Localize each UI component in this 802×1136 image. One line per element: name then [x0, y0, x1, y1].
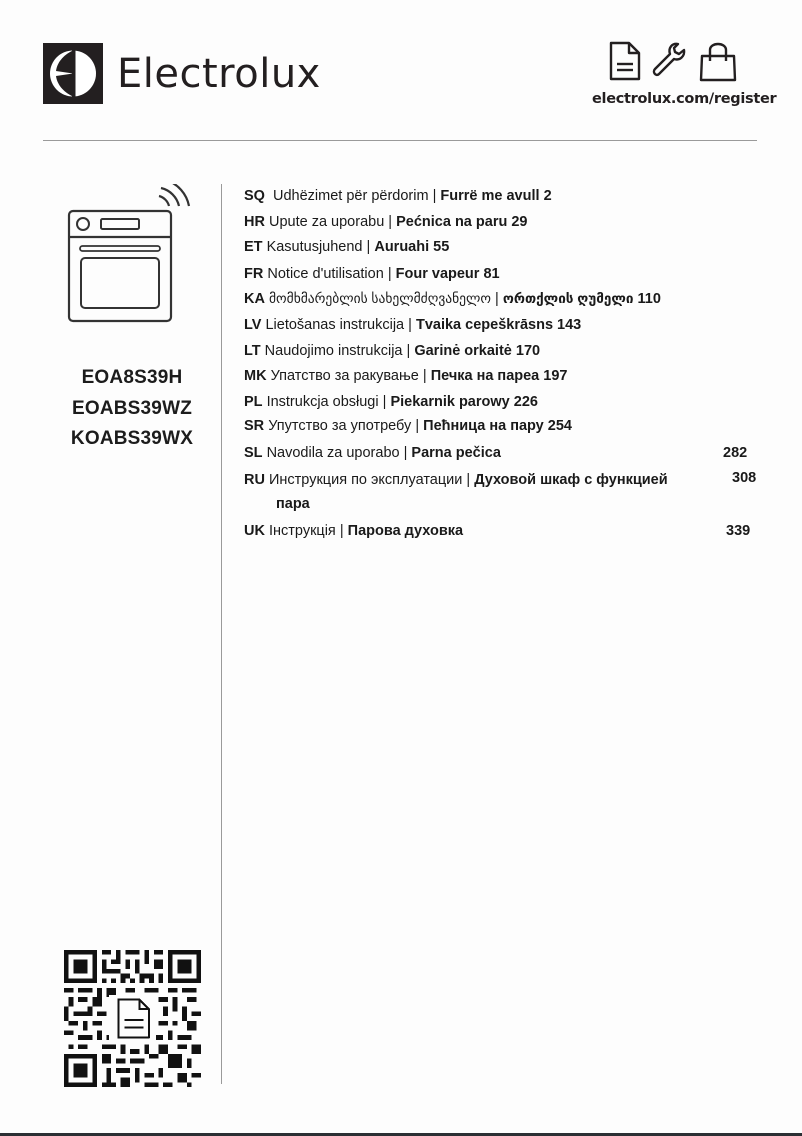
- product-title: Garinė orkaitė: [414, 343, 512, 359]
- product-title: Parna pečica: [411, 445, 501, 461]
- page-number: 55: [433, 239, 450, 255]
- page-number: 2: [543, 188, 552, 204]
- toc-entry-fr[interactable]: [244, 264, 764, 289]
- manual-label: Upute za uporabu: [268, 213, 385, 230]
- toc-entry-ka[interactable]: [244, 289, 764, 315]
- page-number: 170: [515, 343, 541, 359]
- manual-label: Navodila za uporabo: [266, 445, 400, 461]
- model-list: [50, 363, 214, 455]
- separator: |: [408, 316, 412, 333]
- service-icons: [608, 40, 738, 84]
- manual-label: Упатство за ракување: [270, 368, 419, 384]
- language-code: KA: [244, 290, 265, 307]
- wrench-icon: [650, 40, 690, 82]
- oven-wifi-icon: [66, 184, 201, 329]
- product-title: Four vapeur: [395, 265, 480, 282]
- separator: |: [403, 445, 408, 461]
- page-number: 282: [723, 445, 748, 461]
- page-number: 308: [732, 470, 757, 486]
- product-title: Tvaika cepeškrāsns: [415, 316, 554, 333]
- product-title: Furrë me avull: [440, 188, 540, 204]
- language-code: SQ: [244, 188, 265, 204]
- product-title: Pećnica na paru: [396, 213, 508, 230]
- product-title: Печка на пареа: [430, 368, 540, 384]
- language-code: LV: [244, 316, 262, 333]
- manual-label: Інструкція: [268, 523, 336, 539]
- language-code: SL: [244, 445, 263, 461]
- toc-entry-sr[interactable]: [244, 416, 764, 443]
- manual-label: Udhëzimet për përdorim: [273, 188, 429, 204]
- page-number: 339: [726, 523, 751, 539]
- manual-label: Lietošanas instrukcija: [265, 316, 405, 333]
- table-of-contents: [244, 186, 764, 546]
- page-number: 81: [483, 265, 500, 282]
- toc-entry-ru[interactable]: [244, 470, 764, 521]
- manual-label: Упутство за употребу: [268, 418, 412, 434]
- manual-label: Instrukcja obsługi: [266, 394, 379, 410]
- toc-entry-hr[interactable]: [244, 212, 764, 238]
- toc-entry-sl[interactable]: [244, 443, 764, 470]
- language-code: PL: [244, 394, 263, 410]
- page-number: 110: [637, 290, 661, 307]
- product-title: Пећница на пару: [423, 418, 544, 434]
- toc-entry-et[interactable]: [244, 237, 764, 264]
- language-code: FR: [244, 265, 264, 282]
- register-link[interactable]: electrolux.com/register: [592, 91, 777, 107]
- page-number: 197: [543, 368, 568, 384]
- manual-label: Notice d'utilisation: [267, 265, 384, 282]
- column-divider: [221, 184, 222, 1084]
- header-divider: [43, 140, 757, 141]
- language-code: ET: [244, 239, 263, 255]
- toc-entry-uk[interactable]: [244, 521, 764, 546]
- shopping-bag-icon: [698, 40, 738, 84]
- page-number: 29: [511, 213, 528, 230]
- separator: |: [387, 265, 392, 282]
- separator: |: [339, 523, 344, 539]
- language-code: RU: [244, 472, 265, 488]
- model-number: EOABS39WZ: [71, 397, 193, 419]
- product-title-continued: пара: [276, 496, 310, 512]
- separator: |: [388, 213, 393, 230]
- toc-entry-pl[interactable]: [244, 392, 764, 416]
- separator: |: [415, 418, 420, 434]
- product-title: Духовой шкаф с функцией: [474, 472, 668, 488]
- electrolux-logo-icon: [43, 43, 103, 104]
- language-code: HR: [244, 213, 265, 230]
- product-title: Piekarnik parowy: [390, 394, 510, 410]
- separator: |: [466, 472, 471, 488]
- model-number: KOABS39WX: [70, 428, 194, 449]
- language-code: UK: [244, 523, 265, 539]
- page-number: 254: [547, 418, 572, 434]
- page-number: 143: [557, 316, 582, 333]
- toc-entry-sq[interactable]: [244, 186, 764, 212]
- toc-entry-lt[interactable]: [244, 341, 764, 366]
- document-icon: [608, 40, 642, 82]
- language-code: MK: [244, 368, 267, 384]
- manual-label: მომხმარებლის სახელმძღვანელო: [268, 290, 491, 306]
- separator: |: [422, 368, 427, 384]
- separator: |: [382, 394, 387, 410]
- language-code: SR: [244, 418, 265, 434]
- separator: |: [432, 188, 437, 204]
- model-number: EOA8S39H: [81, 367, 183, 388]
- separator: |: [495, 290, 499, 307]
- brand-name: Electrolux: [117, 50, 321, 97]
- page-number: 226: [513, 394, 538, 410]
- toc-entry-mk[interactable]: [244, 366, 764, 392]
- separator: |: [406, 343, 411, 359]
- language-code: LT: [244, 343, 261, 359]
- qr-code-icon[interactable]: [64, 950, 201, 1092]
- product-title: ორთქლის ღუმელი: [502, 290, 634, 306]
- manual-label: Naudojimo instrukcija: [264, 343, 403, 359]
- manual-label: Инструкция по эксплуатации: [268, 472, 463, 488]
- product-title: Парова духовка: [347, 523, 464, 539]
- separator: |: [366, 239, 371, 255]
- product-title: Auruahi: [374, 239, 430, 255]
- manual-label: Kasutusjuhend: [266, 239, 363, 255]
- toc-entry-lv[interactable]: [244, 315, 764, 342]
- brand-logo: [43, 43, 321, 104]
